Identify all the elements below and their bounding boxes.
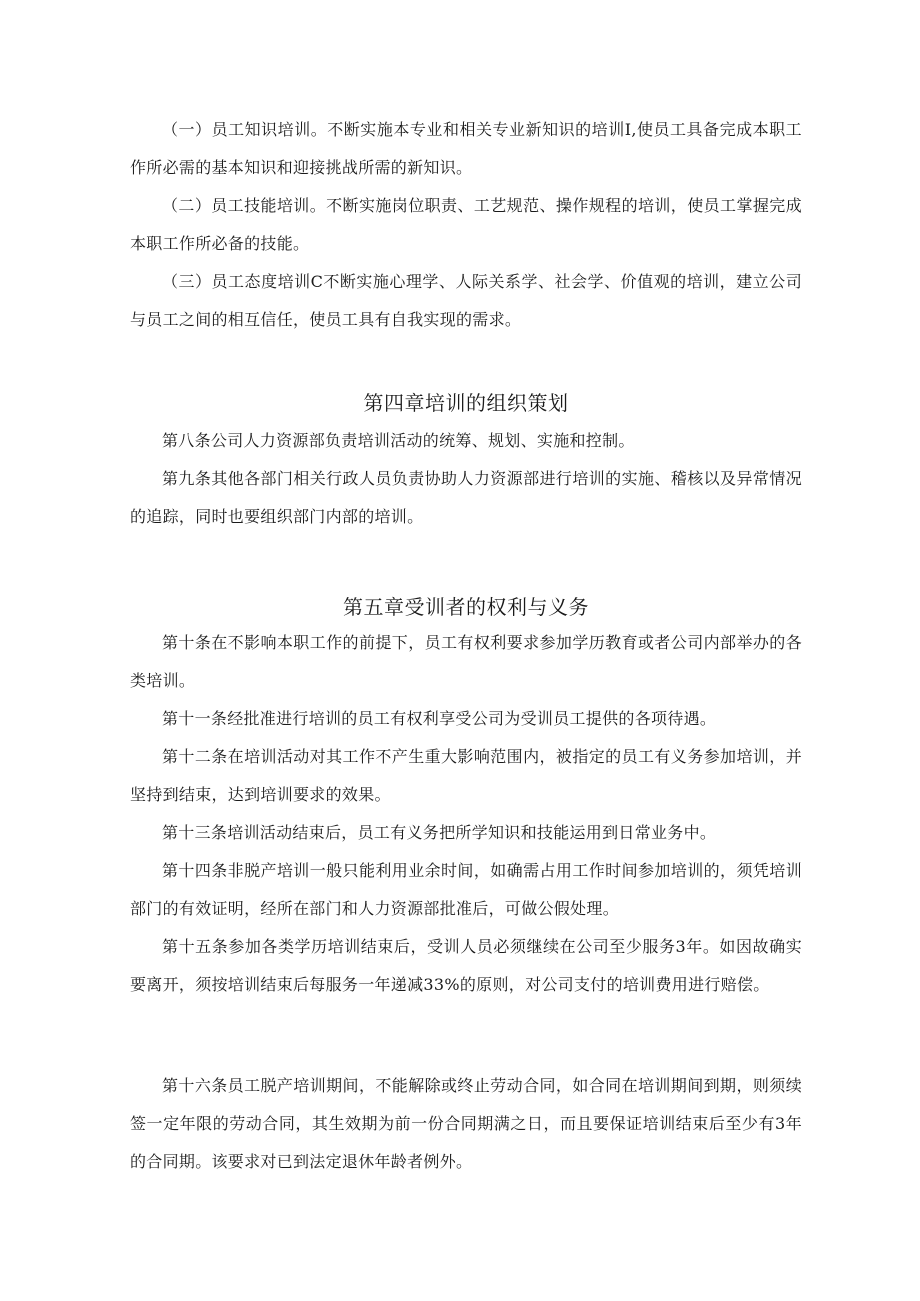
article-15: 第十五条参加各类学历培训结束后，受训人员必须继续在公司至少服务3年。如因故确实要离开，须按培训结束后每服务一年递减33%的原则，对公司支付的培训费用进行赔偿。 — [130, 937, 802, 994]
article-16: 第十六条员工脱产培训期间，不能解除或终止劳动合同，如合同在培训期间到期，则须续签一定年限的劳动合同，其生效期为前一份合同期满之日，而且要保证培训结束后至少有3年的合同期。该要求对已到法定退休年龄者例外。 — [130, 1076, 802, 1171]
paragraph-skill-training: （二）员工技能培训。不断实施岗位职责、工艺规范、操作规程的培训，使员工掌握完成本职工作所必备的技能。 — [130, 196, 802, 253]
chapter-5-heading-wrap — [130, 592, 802, 622]
chapter-5-section — [130, 624, 802, 1004]
chapter-5-section-continued — [130, 1067, 802, 1181]
training-types-section — [130, 111, 802, 339]
chapter-4-title: 第四章培训的组织策划 — [363, 391, 569, 415]
chapter-5-title: 第五章受训者的权利与义务 — [343, 595, 589, 619]
paragraph-attitude-training: （三）员工态度培训C不断实施心理学、人际关系学、社会学、价值观的培训，建立公司与员工之间的相互信任，使员工具有自我实现的需求。 — [130, 272, 802, 329]
article-11: 第十一条经批准进行培训的员工有权利享受公司为受训员工提供的各项待遇。 — [162, 709, 717, 728]
article-10: 第十条在不影响本职工作的前提下，员工有权利要求参加学历教育或者公司内部举办的各类培训。 — [130, 633, 802, 690]
article-8: 第八条公司人力资源部负责培训活动的统筹、规划、实施和控制。 — [162, 431, 635, 450]
chapter-4-heading-wrap — [130, 388, 802, 418]
article-13: 第十三条培训活动结束后，员工有义务把所学知识和技能运用到日常业务中。 — [162, 823, 717, 842]
article-14: 第十四条非脱产培训一般只能利用业余时间，如确需占用工作时间参加培训的，须凭培训部门的有效证明，经所在部门和人力资源部批准后，可做公假处理。 — [130, 861, 802, 918]
paragraph-knowledge-training: （一）员工知识培训。不断实施本专业和相关专业新知识的培训I,使员工具备完成本职工作所必需的基本知识和迎接挑战所需的新知识。 — [130, 120, 802, 177]
chapter-4-section — [130, 422, 802, 536]
article-12: 第十二条在培训活动对其工作不产生重大影响范围内，被指定的员工有义务参加培训，并坚持到结束，达到培训要求的效果。 — [130, 747, 802, 804]
article-9: 第九条其他各部门相关行政人员负责协助人力资源部进行培训的实施、稽核以及异常情况的追踪，同时也要组织部门内部的培训。 — [130, 469, 802, 526]
